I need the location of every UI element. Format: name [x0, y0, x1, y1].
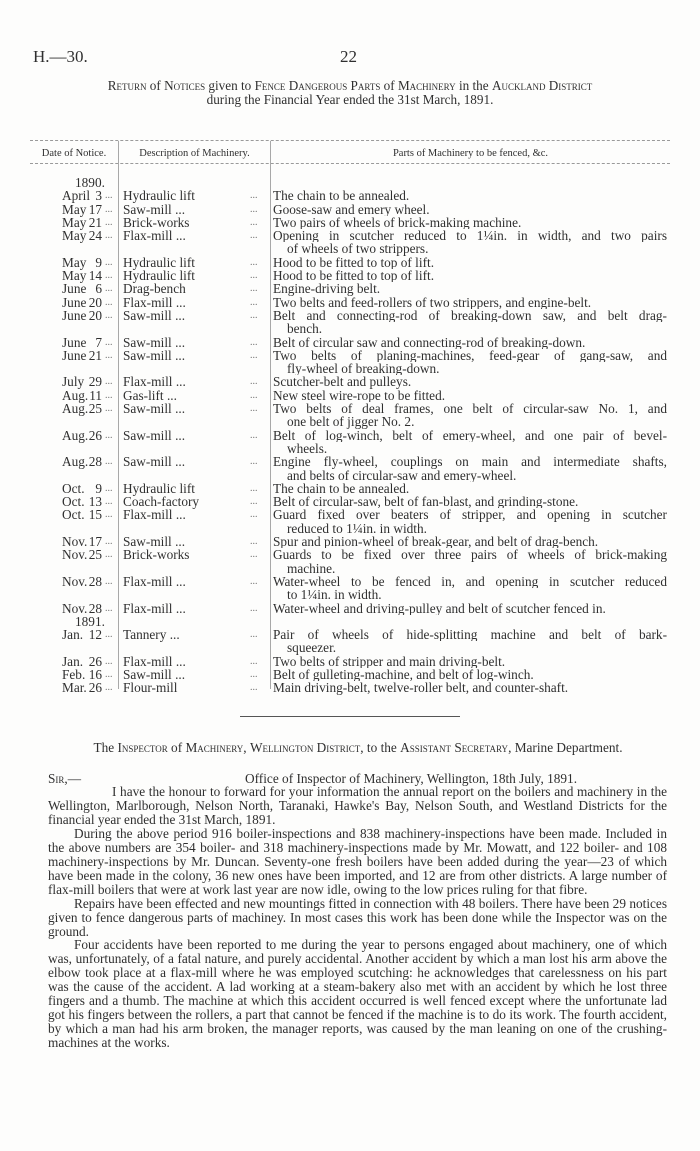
leader-dots: ...	[105, 429, 113, 441]
notice-month: July	[62, 374, 85, 390]
table-row	[0, 668, 700, 681]
machinery-description: Saw-mill ...	[123, 401, 186, 417]
notice-day: 29	[88, 374, 102, 390]
parts-to-be-fenced: Two belts of deal frames, one belt of circular-saw No. 1, and	[273, 402, 667, 416]
leader-dots: ...	[105, 668, 113, 680]
notice-month: Oct.	[62, 494, 85, 510]
row-line	[0, 495, 700, 508]
machinery-description: Flax-mill ...	[123, 507, 186, 523]
machinery-description: Flax-mill ...	[123, 653, 186, 669]
notice-day: 21	[88, 347, 102, 363]
table-row	[0, 455, 700, 482]
leader-dots: ...	[250, 283, 258, 295]
table-row	[0, 655, 700, 668]
table-title-line1	[30, 79, 670, 93]
leader-dots: ...	[250, 336, 258, 348]
row-line	[0, 229, 700, 242]
title-part: Fence Dangerous Parts	[254, 78, 381, 93]
notice-day: 12	[88, 627, 102, 643]
notice-day: 26	[88, 680, 102, 696]
table-row	[0, 429, 700, 456]
table-row	[0, 336, 700, 349]
paragraph: Four accidents have been reported to me during the year to persons engaged about machinery, one of which was, unfortunately, of a fatal nature, and purely accidental. Another accident by which a man lost his arm above the elbow took place at a flax-mill where he was employed scutching: he acknowledges that carelessness on his part was the cause of the accident. A lad working at a steam-bakery also met with an accident by which he lost three fingers and a thumb. The machine at which this accident occurred is well fenced except where the unfortunate lad got his fingers between the rollers, a part that cannot be fenced if the machine is to do its work. The fourth accident, by which a man had his arm broken, the manager reports, was caused by the man leaning on one of the crushing-machines at the works.	[48, 937, 667, 1051]
title-part: Notices	[164, 78, 206, 93]
parts-to-be-fenced: Guard fixed over beaters of stripper, and opening in scutcher	[273, 508, 667, 522]
parts-to-be-fenced: Belt of gulleting-machine, and belt of log-winch.	[273, 667, 534, 682]
parts-to-be-fenced: wheels.	[287, 441, 328, 456]
title-part: Auckland District	[491, 78, 593, 93]
notice-day: 26	[88, 427, 102, 443]
section-divider	[240, 716, 460, 717]
row-line	[0, 349, 700, 362]
parts-to-be-fenced: bench.	[287, 322, 323, 336]
table-row	[0, 548, 700, 575]
notice-day: 11	[89, 387, 102, 403]
leader-dots: ...	[105, 602, 113, 614]
parts-to-be-fenced: Main driving-belt, twelve-roller belt, and counter-shaft.	[273, 681, 569, 695]
table-row	[0, 282, 700, 295]
table-title	[30, 79, 670, 107]
notice-month: May	[62, 201, 87, 217]
leader-dots: ...	[250, 216, 258, 228]
row-line	[0, 429, 700, 442]
leader-dots: ...	[105, 549, 113, 561]
table-row	[0, 508, 700, 535]
notice-month: June	[62, 294, 87, 310]
column-header-parts: Parts of Machinery to be fenced, &c.	[392, 148, 549, 159]
year-label: 1890.	[75, 175, 105, 190]
leader-dots: ...	[105, 655, 113, 667]
leader-dots: ...	[250, 602, 258, 614]
leader-dots: ...	[250, 482, 258, 494]
leader-dots: ...	[105, 230, 113, 242]
leader-dots: ...	[250, 509, 258, 521]
notice-month: Nov.	[62, 534, 88, 550]
table-row	[0, 375, 700, 388]
machinery-description: Saw-mill ...	[123, 534, 186, 550]
machinery-description: Flax-mill ...	[123, 600, 186, 616]
table-row	[0, 296, 700, 309]
parts-to-be-fenced: Goose-saw and emery wheel.	[273, 202, 430, 216]
notice-day: 14	[88, 268, 102, 284]
row-line	[0, 375, 700, 388]
parts-to-be-fenced: Belt of circular-saw, belt of fan-blast, and grinding-stone.	[273, 495, 579, 509]
notice-month: June	[62, 307, 87, 323]
notice-day: 7	[95, 334, 102, 350]
letter-body	[48, 785, 667, 1050]
machinery-description: Drag-bench	[123, 281, 186, 297]
parts-to-be-fenced: Two pairs of wheels of brick-making machine.	[273, 215, 522, 230]
machinery-description: Hydraulic lift	[123, 188, 196, 204]
row-line	[0, 216, 700, 229]
notice-month: Oct.	[62, 507, 85, 523]
leader-dots: ...	[250, 230, 258, 242]
parts-to-be-fenced: Engine-driving belt.	[273, 282, 381, 296]
table-row	[0, 269, 700, 282]
notice-day: 9	[95, 254, 102, 270]
machinery-description: Hydraulic lift	[123, 480, 196, 496]
row-line	[0, 455, 700, 468]
machinery-description: Saw-mill ...	[123, 454, 186, 470]
notice-day: 21	[88, 214, 102, 230]
parts-to-be-fenced: Scutcher-belt and pulleys.	[273, 375, 412, 389]
leader-dots: ...	[105, 309, 113, 321]
salutation: Sir,—	[48, 771, 82, 786]
leader-dots: ...	[105, 349, 113, 361]
notice-day: 20	[88, 294, 102, 310]
leader-dots: ...	[105, 482, 113, 494]
row-line	[0, 681, 700, 694]
heading-part: Assistant Secretary	[400, 740, 509, 755]
leader-dots: ...	[105, 682, 113, 694]
notice-month: Feb.	[62, 666, 86, 682]
heading-part: ,	[243, 740, 250, 755]
parts-to-be-fenced: and belts of circular-saw and emery-wheel.	[287, 468, 517, 482]
notice-month: June	[62, 334, 87, 350]
leader-dots: ...	[250, 655, 258, 667]
parts-to-be-fenced: squeezer.	[287, 641, 337, 655]
notice-day: 16	[88, 666, 102, 682]
parts-to-be-fenced: Two belts and feed-rollers of two strippers, and engine-belt.	[273, 295, 592, 309]
heading-part: Machinery	[185, 740, 244, 755]
notice-day: 24	[88, 228, 102, 244]
leader-dots: ...	[105, 270, 113, 282]
machinery-description: Flax-mill ...	[123, 294, 186, 310]
leader-dots: ...	[250, 536, 258, 548]
year-label: 1891.	[75, 613, 105, 629]
row-line	[0, 615, 700, 628]
machinery-description: Flour-mill	[123, 680, 178, 696]
table-row	[0, 628, 700, 655]
title-part: Machinery	[397, 78, 456, 93]
heading-part: The	[93, 740, 118, 755]
parts-to-be-fenced: Two belts of planing-machines, feed-gear of gang-saw, and	[273, 348, 667, 363]
leader-dots: ...	[250, 629, 258, 641]
machinery-description: Flax-mill ...	[123, 573, 186, 589]
machinery-description: Saw-mill ...	[123, 307, 186, 323]
parts-to-be-fenced: fly-wheel of breaking-down.	[287, 362, 440, 376]
leader-dots: ...	[250, 682, 258, 694]
table-row	[0, 681, 700, 694]
leader-dots: ...	[250, 203, 258, 215]
leader-dots: ...	[250, 256, 258, 268]
row-line	[0, 508, 700, 521]
row-line	[0, 535, 700, 548]
notice-month: Aug.	[62, 401, 89, 417]
table-body	[0, 176, 700, 695]
machinery-description: Saw-mill ...	[123, 666, 186, 682]
notice-month: Nov.	[62, 573, 88, 589]
leader-dots: ...	[105, 575, 113, 587]
leader-dots: ...	[250, 309, 258, 321]
table-row	[0, 349, 700, 376]
parts-to-be-fenced: Pair of wheels of hide-splitting machine and belt of bark-	[273, 628, 667, 642]
table-row	[0, 189, 700, 202]
row-line	[0, 628, 700, 641]
machinery-description: Gas-lift ...	[123, 387, 177, 403]
heading-part: , Marine Department.	[508, 740, 623, 755]
row-line	[0, 548, 700, 561]
table-row	[0, 309, 700, 336]
year-row	[0, 615, 700, 628]
row-line	[0, 522, 700, 535]
leader-dots: ...	[250, 668, 258, 680]
row-line	[0, 296, 700, 309]
paragraph: Repairs have been effected and new mountings fitted in connection with 48 boilers. There have been 29 notices given to fence dangerous parts of machiney. In most cases this work has been done while the Inspector was on the ground.	[48, 895, 667, 939]
parts-to-be-fenced: Opening in scutcher reduced to 1¼in. in width, and two pairs	[273, 229, 667, 243]
title-part: of	[146, 78, 165, 93]
row-line	[0, 588, 700, 601]
table-header-rule	[30, 163, 670, 164]
leader-dots: ...	[250, 456, 258, 468]
row-line	[0, 189, 700, 202]
notice-day: 25	[88, 547, 102, 563]
row-line	[0, 269, 700, 282]
notice-month: Jan.	[62, 627, 84, 643]
notice-day: 28	[88, 600, 102, 616]
column-header-date: Date of Notice.	[41, 148, 107, 159]
year-row	[0, 176, 700, 189]
notice-month: May	[62, 254, 87, 270]
notice-month: May	[62, 268, 87, 284]
title-part: of	[380, 78, 398, 93]
leader-dots: ...	[105, 256, 113, 268]
leader-dots: ...	[105, 376, 113, 388]
leader-dots: ...	[250, 296, 258, 308]
table-row	[0, 229, 700, 256]
notice-month: Aug.	[62, 387, 89, 403]
machinery-description: Hydraulic lift	[123, 254, 196, 270]
notice-day: 6	[95, 281, 102, 297]
notice-day: 17	[88, 201, 102, 217]
leader-dots: ...	[250, 376, 258, 388]
notice-day: 17	[88, 534, 102, 550]
paragraph: I have the honour to forward for your information the annual report on the boilers and machinery in the Wellington, Marlborough, Nelson North, Taranaki, Hawke's Bay, Nelson South, and Westland Districts for the financial year ended the 31st March, 1891.	[48, 784, 667, 827]
letter-heading	[48, 741, 668, 756]
row-line	[0, 469, 700, 482]
row-line	[0, 242, 700, 255]
row-line	[0, 442, 700, 455]
leader-dots: ...	[105, 403, 113, 415]
leader-dots: ...	[250, 403, 258, 415]
machinery-description: Flax-mill ...	[123, 374, 186, 390]
column-header-description: Description of Machinery.	[139, 148, 250, 159]
machinery-description: Saw-mill ...	[123, 347, 186, 363]
machinery-description: Brick-works	[123, 547, 190, 563]
row-line	[0, 575, 700, 588]
leader-dots: ...	[250, 389, 258, 401]
leader-dots: ...	[105, 283, 113, 295]
table-row	[0, 495, 700, 508]
row-line	[0, 256, 700, 269]
machinery-description: Brick-works	[123, 214, 190, 230]
row-line	[0, 562, 700, 575]
heading-part: , to the	[360, 740, 401, 755]
leader-dots: ...	[105, 389, 113, 401]
notice-day: 9	[95, 480, 102, 496]
page-number: 22	[340, 47, 357, 66]
machinery-description: Coach-factory	[123, 494, 200, 510]
row-line	[0, 668, 700, 681]
leader-dots: ...	[105, 190, 113, 202]
heading-part: of	[167, 740, 186, 755]
parts-to-be-fenced: one belt of jigger No. 2.	[287, 415, 415, 429]
notice-month: Jan.	[62, 653, 84, 669]
notice-month: April	[62, 188, 91, 204]
table-row	[0, 482, 700, 495]
notice-day: 15	[88, 507, 102, 523]
leader-dots: ...	[105, 496, 113, 508]
row-line	[0, 482, 700, 495]
leader-dots: ...	[105, 509, 113, 521]
row-line	[0, 655, 700, 668]
notice-day: 28	[88, 454, 102, 470]
document-code: H.—30.	[33, 47, 88, 66]
parts-to-be-fenced: Belt of log-winch, belt of emery-wheel, and one pair of bevel-	[273, 428, 667, 442]
row-line	[0, 415, 700, 428]
notice-month: Aug.	[62, 454, 89, 470]
leader-dots: ...	[250, 429, 258, 441]
notice-day: 3	[95, 188, 102, 204]
leader-dots: ...	[250, 496, 258, 508]
notice-day: 25	[88, 401, 102, 417]
parts-to-be-fenced: Hood to be fitted to top of lift.	[273, 269, 435, 283]
parts-to-be-fenced: Guards to be fixed over three pairs of wheels of brick-making	[273, 548, 667, 562]
machinery-description: Saw-mill ...	[123, 334, 186, 350]
parts-to-be-fenced: New steel wire-rope to be fitted.	[273, 388, 446, 403]
parts-to-be-fenced: machine.	[287, 561, 336, 575]
paragraph: During the above period 916 boiler-inspections and 838 machinery-inspections have been made. Included in the above numbers are 354 boiler- and 318 machinery-inspections made by Mr. Mowatt, and 122 boiler- and 108 machinery-inspections by Mr. Duncan. Seventy-one fresh boilers have been added during the year—23 of which have been made in the colony, 36 new ones have been imported, and 12 are from other districts. A large number of flax-mill boilers that were at work last year are now idle, owing to the low prices ruling for that fibre.	[48, 825, 667, 897]
notice-month: Oct.	[62, 480, 85, 496]
row-line	[0, 322, 700, 335]
leader-dots: ...	[250, 190, 258, 202]
parts-to-be-fenced: of wheels of two strippers.	[287, 242, 429, 256]
row-line	[0, 203, 700, 216]
notice-day: 13	[88, 494, 102, 510]
row-line	[0, 309, 700, 322]
title-part: given to	[205, 78, 255, 93]
table-row	[0, 203, 700, 216]
notice-month: Aug.	[62, 427, 89, 443]
table-row	[0, 575, 700, 602]
leader-dots: ...	[105, 629, 113, 641]
leader-dots: ...	[105, 336, 113, 348]
parts-to-be-fenced: The chain to be annealed.	[273, 189, 410, 203]
row-line	[0, 602, 700, 615]
leader-dots: ...	[250, 575, 258, 587]
table-row	[0, 602, 700, 615]
row-line	[0, 389, 700, 402]
machinery-description: Saw-mill ...	[123, 427, 186, 443]
row-line	[0, 282, 700, 295]
table-title-line2: during the Financial Year ended the 31st March, 1891.	[206, 92, 494, 107]
row-line	[0, 402, 700, 415]
notice-month: Nov.	[62, 600, 88, 616]
title-part: in the	[455, 78, 492, 93]
table-row	[0, 389, 700, 402]
notice-month: June	[62, 281, 87, 297]
parts-to-be-fenced: The chain to be annealed.	[273, 481, 410, 496]
title-part: Return	[107, 78, 147, 93]
parts-to-be-fenced: Engine fly-wheel, couplings on main and intermediate shafts,	[273, 455, 667, 469]
row-line	[0, 336, 700, 349]
leader-dots: ...	[250, 549, 258, 561]
parts-to-be-fenced: to 1¼in. in width.	[287, 588, 382, 602]
table-row	[0, 402, 700, 429]
leader-dots: ...	[250, 270, 258, 282]
leader-dots: ...	[250, 349, 258, 361]
parts-to-be-fenced: Two belts of stripper and main driving-belt.	[273, 654, 506, 668]
heading-part: Inspector	[117, 740, 168, 755]
machinery-description: Saw-mill ...	[123, 201, 186, 217]
leader-dots: ...	[105, 536, 113, 548]
table-row	[0, 256, 700, 269]
parts-to-be-fenced: Belt of circular saw and connecting-rod of breaking-down.	[273, 335, 586, 349]
parts-to-be-fenced: reduced to 1¼in. in width.	[287, 521, 427, 536]
machinery-description: Tannery ...	[123, 627, 180, 643]
leader-dots: ...	[105, 216, 113, 228]
machinery-description: Flax-mill ...	[123, 228, 186, 244]
leader-dots: ...	[105, 296, 113, 308]
notice-day: 28	[88, 573, 102, 589]
row-line	[0, 641, 700, 654]
parts-to-be-fenced: Spur and pinion-wheel of break-gear, and belt of drag-bench.	[273, 535, 599, 549]
parts-to-be-fenced: Water-wheel and driving-pulley and belt of scutcher fenced in.	[273, 601, 606, 615]
machinery-description: Hydraulic lift	[123, 268, 196, 284]
notice-month: Mar.	[62, 680, 87, 696]
leader-dots: ...	[105, 203, 113, 215]
notice-month: Nov.	[62, 547, 88, 563]
heading-part: Wellington District	[249, 740, 361, 755]
leader-dots: ...	[105, 456, 113, 468]
notice-month: June	[62, 347, 87, 363]
notice-day: 20	[88, 307, 102, 323]
parts-to-be-fenced: Belt and connecting-rod of breaking-down saw, and belt drag-	[273, 308, 667, 323]
parts-to-be-fenced: Water-wheel to be fenced in, and opening in scutcher reduced	[273, 574, 667, 589]
table-row	[0, 535, 700, 548]
notice-day: 26	[88, 653, 102, 669]
parts-to-be-fenced: Hood to be fitted to top of lift.	[273, 255, 435, 270]
row-line	[0, 362, 700, 375]
notice-month: May	[62, 228, 87, 244]
table-top-rule	[30, 140, 670, 141]
office-line: Office of Inspector of Machinery, Wellington, 18th July, 1891.	[245, 771, 578, 786]
notice-month: May	[62, 214, 87, 230]
table-row	[0, 216, 700, 229]
